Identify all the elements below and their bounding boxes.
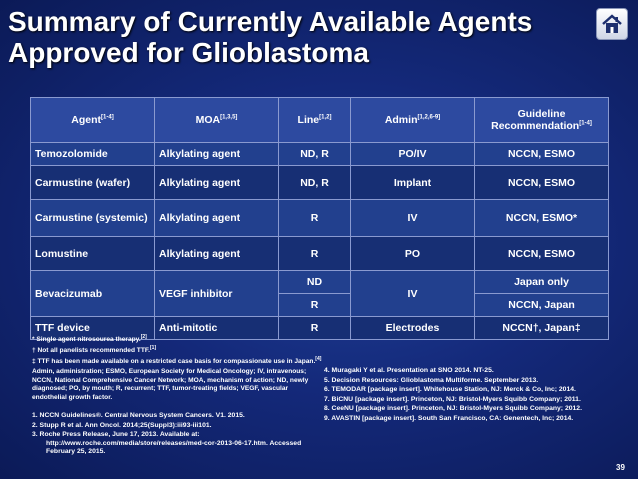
moa-cell: VEGF inhibitor: [155, 271, 279, 317]
table-footnotes: [32, 333, 432, 367]
header-agent: Agent[1-4]: [31, 98, 155, 143]
slide-title: [8, 6, 568, 68]
line-cell: R: [279, 294, 351, 317]
moa-cell: Alkylating agent: [155, 143, 279, 166]
line-cell: ND, R: [279, 143, 351, 166]
agent-cell: Lomustine: [31, 237, 155, 271]
guideline-cell: NCCN, Japan: [475, 294, 609, 317]
abbreviations: Admin, administration; ESMO, European Society for Medical Oncology; IV, intravenous; NCCN, National Comprehensive Cancer Network; MOA, mechanism of action; ND, newly diagnosed; PO, by mouth; R, recurrent; TTF, tumor-treating fields; VEGF, vascular endothelial growth factor.: [32, 368, 309, 401]
header-moa: MOA[1,3,5]: [155, 98, 279, 143]
table-row: [31, 200, 609, 237]
home-button[interactable]: [596, 8, 628, 40]
reference-item: 7. BiCNU [package insert]. Princeton, NJ: Bristol-Myers Squibb Company; 2011.: [324, 395, 581, 403]
guideline-cell: NCCN, ESMO*: [475, 200, 609, 237]
agent-cell: Carmustine (systemic): [31, 200, 155, 237]
line-cell: ND, R: [279, 166, 351, 200]
guideline-cell: NCCN, ESMO: [475, 143, 609, 166]
reference-item: 6. TEMODAR [package insert]. Whitehouse Station, NJ: Merck & Co, Inc; 2014.: [324, 386, 576, 394]
table-row: [31, 166, 609, 200]
admin-cell: IV: [351, 200, 475, 237]
admin-cell: PO/IV: [351, 143, 475, 166]
slide-title-line1: Summary of Currently Available Agents: [8, 6, 533, 37]
agent-cell: Temozolomide: [31, 143, 155, 166]
agent-cell: Bevacizumab: [31, 271, 155, 317]
footnote: * Single agent nitrosourea therapy.[2]: [32, 334, 147, 344]
header-admin: Admin[1,2,6-9]: [351, 98, 475, 143]
footnote: ‡ TTF has been made available on a restricted case basis for compassionate use in Japan.[4]: [32, 356, 322, 366]
agent-cell: Carmustine (wafer): [31, 166, 155, 200]
reference-item: 2. Stupp R et al. Ann Oncol. 2014;25(Suppl3):iii93-iii101.: [32, 421, 212, 429]
slide-title-line2: Approved for Glioblastoma: [8, 37, 369, 68]
line-cell: ND: [279, 271, 351, 294]
moa-cell: Alkylating agent: [155, 200, 279, 237]
table-row: [31, 237, 609, 271]
line-cell: R: [279, 200, 351, 237]
line-cell: R: [279, 317, 351, 340]
reference-item: 4. Muragaki Y et al. Presentation at SNO 2014. NT-25.: [324, 367, 494, 374]
guideline-cell: NCCN†, Japan‡: [475, 317, 609, 340]
footnote: † Not all panelists recommended TTF.[1]: [32, 345, 157, 355]
page-number: 39: [616, 463, 625, 472]
reference-item: 5. Decision Resources: Glioblastoma Multiforme. September 2013.: [324, 376, 539, 384]
reference-item: 3. Roche Press Release, June 17, 2013. Available at: http://www.roche.com/media/store/releases/med-cor-2013-06-17.htm. Accessed February 25, 2015.: [32, 431, 302, 456]
reference-item: 8. CeeNU [package insert]. Princeton, NJ: Bristol-Myers Squibb Company; 2012.: [324, 405, 582, 413]
agent-cell: TTF device: [31, 317, 155, 340]
guideline-cell: NCCN, ESMO: [475, 166, 609, 200]
guideline-cell: NCCN, ESMO: [475, 237, 609, 271]
moa-cell: Anti-mitotic: [155, 317, 279, 340]
guideline-cell: Japan only: [475, 271, 609, 294]
table-row: [31, 271, 609, 294]
admin-cell: IV: [351, 271, 475, 317]
admin-cell: PO: [351, 237, 475, 271]
line-cell: R: [279, 237, 351, 271]
header-line: Line[1,2]: [279, 98, 351, 143]
references-right: [324, 367, 630, 425]
moa-cell: Alkylating agent: [155, 237, 279, 271]
home-icon: [600, 12, 624, 36]
table-header-row: [31, 98, 609, 143]
header-guideline: Guideline Recommendation[1-4]: [475, 98, 609, 143]
admin-cell: Electrodes: [351, 317, 475, 340]
reference-item: 1. NCCN Guidelines®. Central Nervous System Cancers. V1. 2015.: [32, 412, 245, 419]
agents-table: [30, 97, 609, 340]
table-row: [31, 143, 609, 166]
reference-item: 9. AVASTIN [package insert]. South San Francisco, CA: Genentech, Inc; 2014.: [324, 414, 574, 422]
moa-cell: Alkylating agent: [155, 166, 279, 200]
admin-cell: Implant: [351, 166, 475, 200]
references-left: [32, 412, 322, 458]
